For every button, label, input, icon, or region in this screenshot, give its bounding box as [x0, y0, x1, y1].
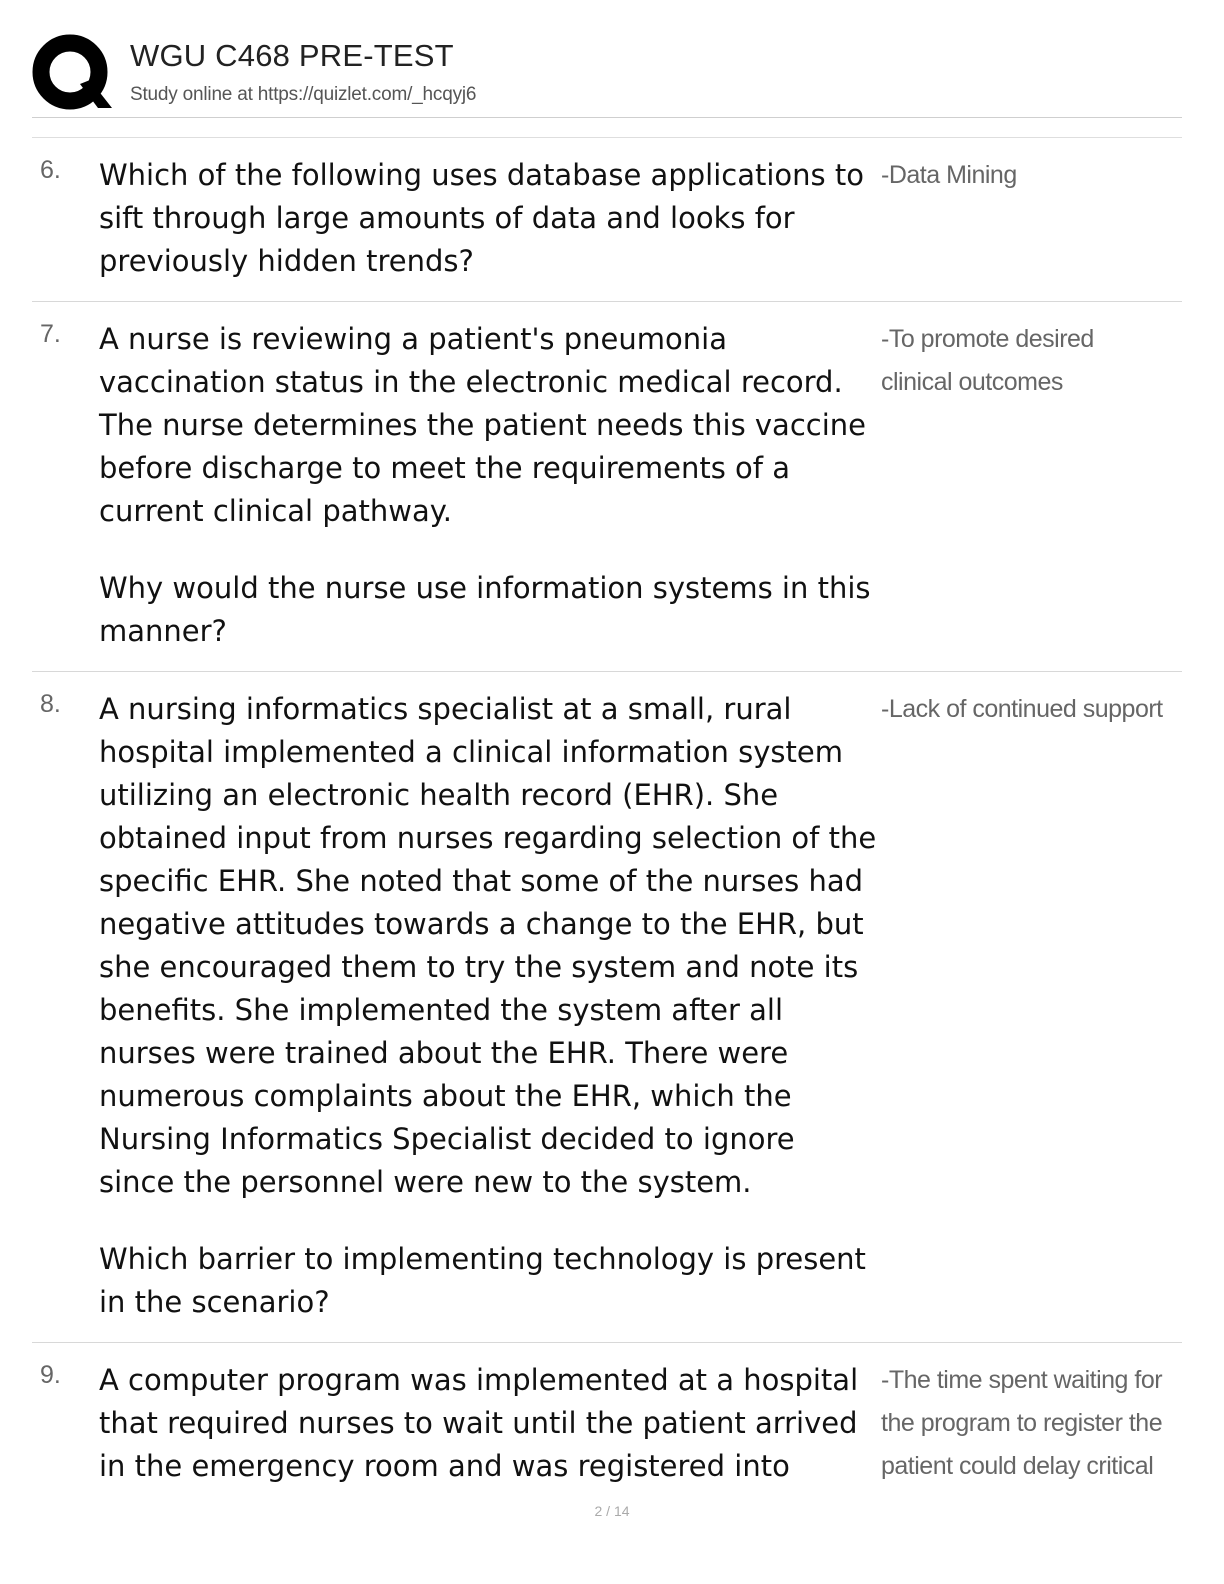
card-question — [99, 1359, 879, 1488]
page-number: 2 / 14 — [594, 1503, 630, 1519]
card-answer: -The time spent waiting for the program to register the patient could delay critical — [881, 1366, 1163, 1480]
question-text: A nursing informatics specialist at a small, rural hospital implemented a clinical information system utilizing an electronic health record (EHR). She obtained input from nurses regarding selection of the specific EHR. She noted that some of the nurses had negative attitudes towards a change to the EHR, but she encouraged them to try the system and note its benefits. She implemented the system after all nurses were trained about the EHR. There were numerous complaints about the EHR, which the Nursing Informatics Specialist decided to ignore since the personnel were new to the system. — [99, 692, 877, 1199]
card-number: 8. — [40, 690, 61, 718]
card-question — [99, 154, 879, 283]
card-answer: -Lack of continued support — [881, 695, 1163, 723]
question-text: Which of the following uses database applications to sift through large amounts of data and looks for previously hidden trends? — [99, 158, 864, 278]
question-prompt: Which barrier to implementing technology is present in the scenario? — [99, 1242, 866, 1319]
flashcard-list — [32, 138, 1182, 1506]
header-divider — [32, 117, 1182, 118]
flashcard — [32, 138, 1182, 302]
question-text: A nurse is reviewing a patient's pneumonia vaccination status in the electronic medical record. The nurse determines the patient needs this vaccine before discharge to meet the requirements of a current clinical pathway. — [99, 322, 866, 528]
card-number: 9. — [40, 1361, 61, 1389]
card-question — [99, 688, 879, 1324]
header — [32, 34, 1182, 114]
page-title: WGU C468 PRE-TEST — [130, 38, 454, 73]
card-question — [99, 318, 879, 653]
study-link[interactable]: Study online at https://quizlet.com/_hcqyj6 — [130, 84, 477, 105]
flashcard — [32, 672, 1182, 1343]
card-number: 7. — [40, 320, 61, 348]
question-prompt: Why would the nurse use information systems in this manner? — [99, 571, 871, 648]
flashcard — [32, 302, 1182, 672]
flashcard — [32, 1343, 1182, 1506]
card-answer: -To promote desired clinical outcomes — [881, 325, 1094, 396]
card-number: 6. — [40, 156, 61, 184]
card-answer: -Data Mining — [881, 161, 1017, 189]
quizlet-logo-icon — [32, 34, 112, 114]
question-text: A computer program was implemented at a hospital that required nurses to wait until the patient arrived in the emergency room and was registered into — [99, 1363, 859, 1483]
